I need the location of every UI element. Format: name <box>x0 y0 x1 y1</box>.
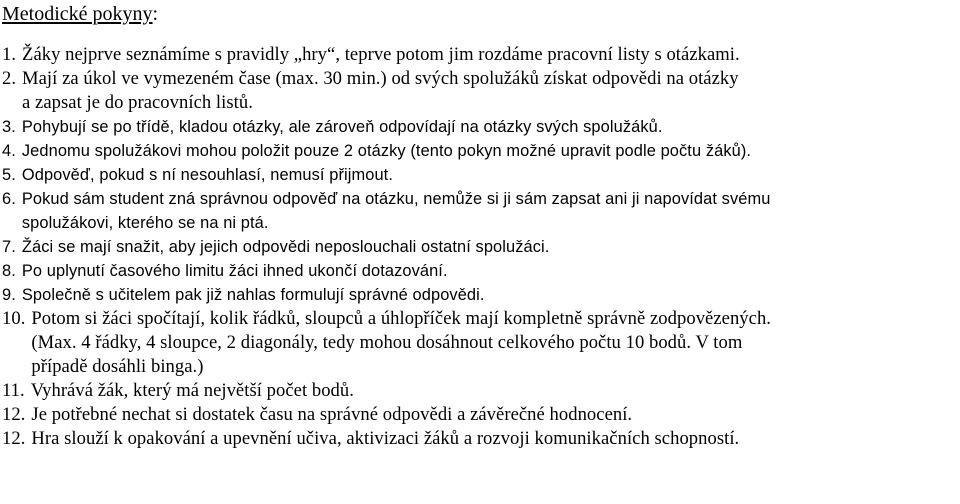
item-line: Vyhrává žák, který má největší počet bodů. <box>30 380 354 401</box>
item-text <box>22 187 960 235</box>
item-text <box>31 307 960 379</box>
item-number: 12. <box>2 428 26 449</box>
item-number: 10. <box>2 308 26 329</box>
item-line: Pokud sám student zná správnou odpověď na otázku, nemůže si ji sám zapsat ani ji napovídat svému <box>21 190 771 208</box>
item-line: (Max. 4 řádky, 4 sloupce, 2 diagonály, tedy mohou dosáhnout celkového počtu 10 bodů. V tom <box>31 332 743 353</box>
list-item <box>0 379 960 403</box>
heading <box>2 2 158 26</box>
list-item <box>0 115 960 139</box>
item-line: Odpověď, pokud s ní nesouhlasí, nemusí přijmout. <box>21 166 393 184</box>
item-line: Pohybují se po třídě, kladou otázky, ale zároveň odpovídají na otázky svých spolužáků. <box>21 118 663 136</box>
item-number: 7. <box>2 238 16 256</box>
item-line: Mají za úkol ve vymezeném čase (max. 30 min.) od svých spolužáků získat odpovědi na otázky <box>22 68 739 89</box>
list-item <box>0 187 960 235</box>
item-line: Žáci se mají snažit, aby jejich odpovědi neposlouchali ostatní spolužáci. <box>21 238 550 256</box>
item-number: 2. <box>2 68 17 89</box>
item-number: 8. <box>2 262 16 280</box>
item-line: Po uplynutí časového limitu žáci ihned ukončí dotazování. <box>21 262 448 280</box>
instruction-list <box>0 43 960 451</box>
item-number: 9. <box>2 286 16 304</box>
item-text <box>31 403 632 427</box>
list-item <box>0 43 960 67</box>
item-line: případě dosáhli binga.) <box>31 356 204 377</box>
item-line: Je potřebné nechat si dostatek času na správné odpovědi a závěrečné hodnocení. <box>31 404 633 425</box>
item-line: Jednomu spolužákovi mohou položit pouze 2 otázky (tento pokyn možné upravit podle počtu žáků). <box>21 142 752 160</box>
list-item <box>0 235 960 259</box>
item-number: 5. <box>2 166 16 184</box>
list-item <box>0 67 960 115</box>
list-item <box>0 259 960 283</box>
item-text <box>22 43 740 67</box>
item-number: 3. <box>2 118 16 136</box>
item-line: Společně s učitelem pak již nahlas formulují správné odpovědi. <box>21 286 485 304</box>
list-item <box>0 139 960 163</box>
item-text <box>31 427 739 451</box>
item-text <box>22 283 485 307</box>
item-text <box>22 139 751 163</box>
item-number: 4. <box>2 142 16 160</box>
item-number: 12. <box>2 404 26 425</box>
item-text <box>31 379 354 403</box>
list-item <box>0 283 960 307</box>
item-line: Potom si žáci spočítají, kolik řádků, sloupců a úhlopříček mají kompletně správně zodpovězených. <box>31 308 771 329</box>
item-number: 6. <box>2 190 16 208</box>
list-item <box>0 307 960 379</box>
heading-colon: : <box>152 3 159 25</box>
item-text <box>22 235 550 259</box>
item-number: 1. <box>2 44 17 65</box>
heading-title: Metodické pokyny <box>2 3 153 25</box>
item-text <box>22 259 448 283</box>
item-text <box>22 115 663 139</box>
item-line: Hra slouží k opakování a upevnění učiva, aktivizaci žáků a rozvoji komunikačních schopností. <box>31 428 740 449</box>
item-line: a zapsat je do pracovních listů. <box>22 92 253 113</box>
item-text <box>22 163 393 187</box>
list-item <box>0 427 960 451</box>
item-text <box>22 67 922 115</box>
item-number: 11. <box>2 380 25 401</box>
list-item <box>0 163 960 187</box>
item-line: spolužákovi, kterého se na ni ptá. <box>21 214 269 232</box>
item-line: Žáky nejprve seznámíme s pravidly „hry“, teprve potom jim rozdáme pracovní listy s otázkami. <box>22 44 740 65</box>
list-item <box>0 403 960 427</box>
